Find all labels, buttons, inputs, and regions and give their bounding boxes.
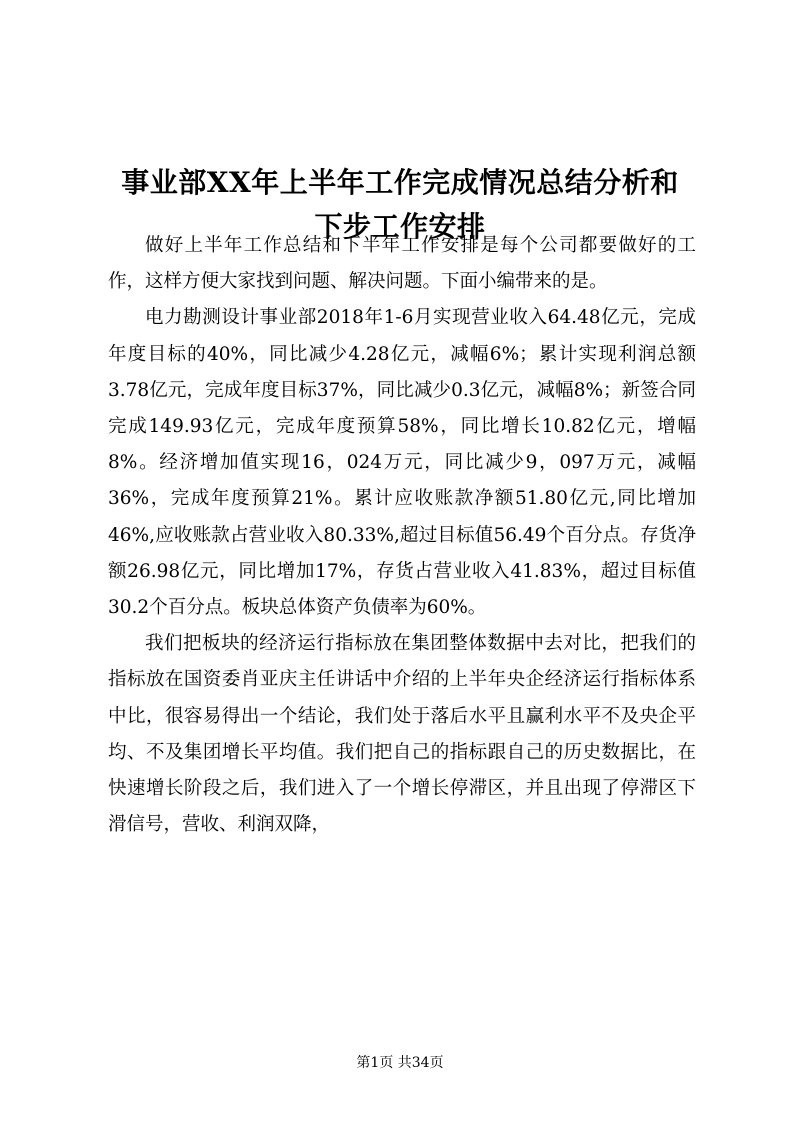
title-line-2: 下步工作安排 (314, 209, 486, 243)
paragraph-analysis: 我们把板块的经济运行指标放在集团整体数据中去对比，把我们的指标放在国资委肖亚庆主任讲话中介绍的上半年央企经济运行指标体系中比，很容易得出一个结论，我们处于落后水平且赢利水平不及央企平均、不及集团增长平均值。我们把自己的指标跟自己的历史数据比，在快速增长阶段之后，我们进入了一个增长停滞区，并且出现了停滞区下滑信号，营收、利润双降， (108, 633, 696, 836)
paragraph-performance: 电力勘测设计事业部2018年1-6月实现营业收入64.48亿元，完成年度目标的40%，同比减少4.28亿元，减幅6%；累计实现利润总额3.78亿元，完成年度目标37%，同比减少0.3亿元，减幅8%；新签合同完成149.93亿元，完成年度预算58%，同比增长10.82亿元，增幅8%。经济增加值实现16，024万元，同比减少9，097万元，减幅36%，完成年度预算21%。累计应收账款净额51.80亿元,同比增加46%,应收账款占营业收入80.33%,超过目标值56.49个百分点。存货净额26.98亿元，同比增加17%，存货占营业收入41.83%，超过目标值30.2个百分点。板块总体资产负债率为60%。 (108, 307, 696, 619)
title-line-1: 事业部XX年上半年工作完成情况总结分析和 (121, 165, 679, 199)
page-footer: 第1页 共34页 (356, 1055, 444, 1071)
document-body (108, 228, 696, 843)
paragraph-intro: 做好上半年工作总结和下半年工作安排是每个公司都要做好的工作，这样方便大家找到问题、解决问题。下面小编带来的是。 (108, 235, 696, 293)
